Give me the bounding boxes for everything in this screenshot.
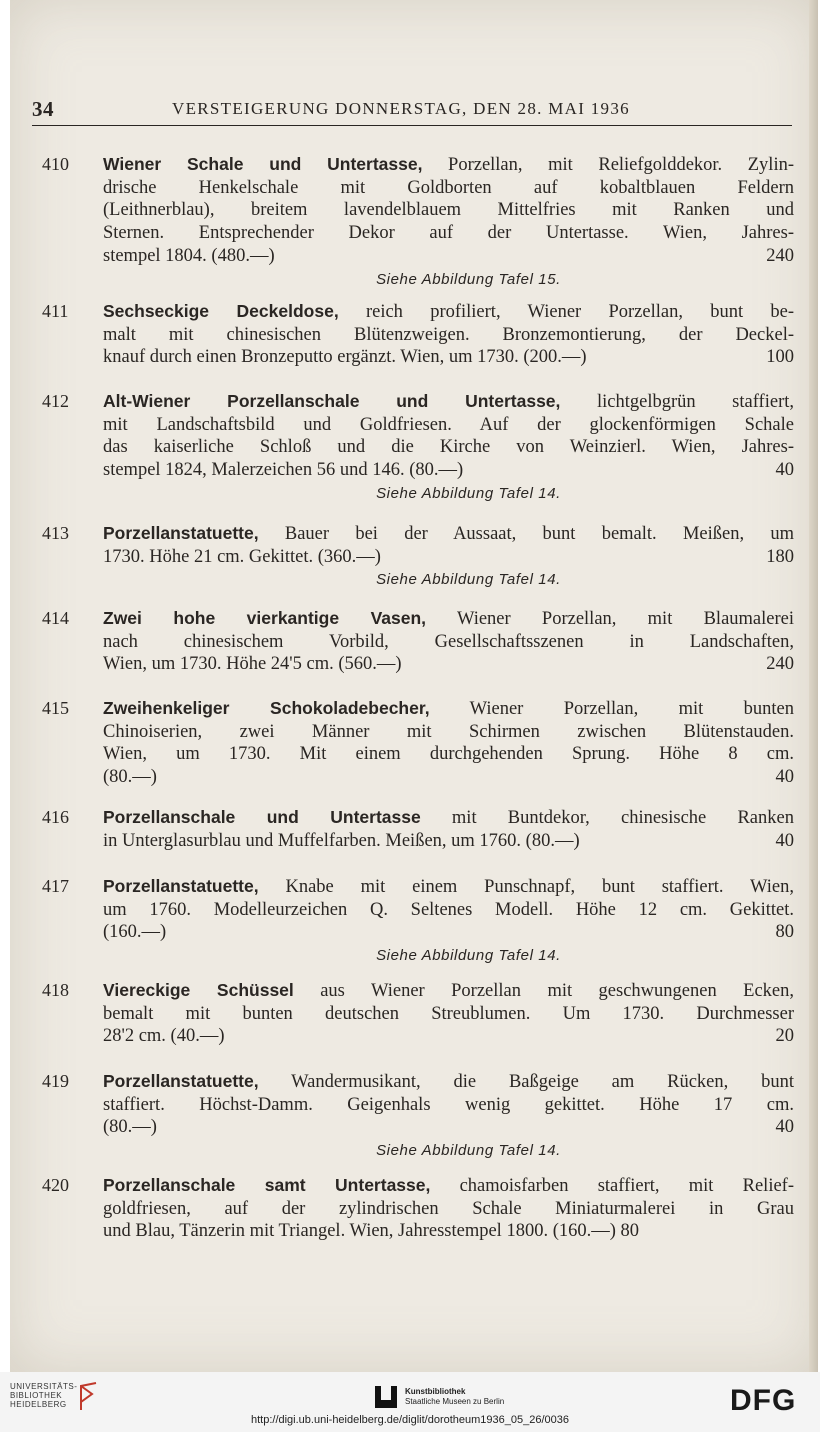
- lot-price: 40: [775, 830, 794, 851]
- lot-title: Porzellanstatuette,: [103, 1071, 259, 1091]
- lot-entry: [42, 153, 794, 291]
- lot-price: 80: [775, 922, 794, 943]
- lot-price: 240: [766, 245, 794, 266]
- kunstbibliothek-mark-icon: [375, 1386, 397, 1408]
- university-library-logo[interactable]: [10, 1382, 77, 1409]
- lot-description: Porzellanstatuette, Bauer bei der Aussaat, bunt bemalt. Meißen, um 1730. Höhe 21 cm. Gekittet. (360.—) 180 Siehe Abbildung Tafel 14.: [103, 522, 794, 591]
- lot-description: Porzellanstatuette, Wandermusikant, die Baßgeige am Rücken, bunt staffiert. Höchst-Damm. Geigenhals wenig gekittet. Höhe 17 cm. (80.—) 40 Siehe Abbildung Tafel 14.: [103, 1070, 794, 1162]
- lot-number: 411: [42, 301, 69, 321]
- permalink-url[interactable]: http://digi.ub.uni-heidelberg.de/diglit/dorotheum1936_05_26/0036: [250, 1414, 570, 1426]
- lot-number: 410: [42, 154, 69, 174]
- university-line-1: UNIVERSITÄTS-: [10, 1382, 78, 1391]
- lot-title: Alt-Wiener Porzellanschale und Untertasse,: [103, 391, 561, 411]
- running-title: VERSTEIGERUNG DONNERSTAG, DEN 28. MAI 1936: [172, 99, 630, 118]
- lot-number: 418: [42, 980, 69, 1000]
- lot-title: Zweihenkeliger Schokoladebecher,: [103, 698, 430, 718]
- lot-number: 420: [42, 1175, 69, 1195]
- lot-price: 100: [766, 347, 794, 368]
- lot-price: 180: [766, 546, 794, 567]
- lot-title: Porzellanstatuette,: [103, 523, 259, 543]
- plate-reference: Siehe Abbildung Tafel 14.: [376, 571, 561, 589]
- kunstbibliothek-name: Kunstbibliothek: [405, 1387, 466, 1396]
- plate-reference: Siehe Abbildung Tafel 14.: [376, 484, 561, 502]
- lot-entry: [42, 390, 794, 505]
- plate-reference: Siehe Abbildung Tafel 14.: [376, 947, 561, 965]
- plate-reference: Siehe Abbildung Tafel 15.: [376, 270, 561, 288]
- university-line-3: HEIDELBERG: [10, 1400, 67, 1409]
- viewer-footer: [0, 1372, 820, 1432]
- lot-description: Porzellanschale samt Untertasse, chamoisfarben staffiert, mit Relief- goldfriesen, auf der zylindrischen Schale Miniaturmalerei in Grau und Blau, Tänzerin mit Triangel. Wien, Jahresstempel 1800. (160.—) 80: [103, 1175, 794, 1242]
- lot-title: Wiener Schale und Untertasse,: [103, 154, 423, 174]
- scanned-page: [10, 0, 818, 1372]
- lot-title: Porzellanschale und Untertasse: [103, 807, 421, 827]
- page-header: [32, 95, 792, 126]
- lot-title: Viereckige Schüssel: [103, 980, 294, 1000]
- lot-price: 80: [620, 1221, 640, 1242]
- page-number: 34: [32, 97, 54, 121]
- lot-price: 40: [775, 460, 794, 481]
- lot-number: 419: [42, 1071, 69, 1091]
- lot-price: 20: [775, 1026, 794, 1047]
- lot-entry: [42, 607, 794, 676]
- lot-number: 413: [42, 523, 69, 543]
- university-line-2: BIBLIOTHEK: [10, 1391, 63, 1400]
- lot-price: 240: [766, 654, 794, 675]
- lot-entry: [42, 979, 794, 1048]
- page-edge: [809, 0, 818, 1372]
- lot-title: Zwei hohe vierkantige Vasen,: [103, 608, 427, 628]
- museen-name: Staatliche Museen zu Berlin: [405, 1397, 505, 1406]
- plate-reference: Siehe Abbildung Tafel 14.: [376, 1142, 561, 1160]
- lot-title: Sechseckige Deckeldose,: [103, 301, 339, 321]
- lot-entry: [42, 300, 794, 369]
- lot-description: Viereckige Schüssel aus Wiener Porzellan mit geschwungenen Ecken, bemalt mit bunten deutschen Streublumen. Um 1730. Durchmesser 28'2 cm. (40.—) 20: [103, 980, 795, 1047]
- lot-description: Zwei hohe vierkantige Vasen, Wiener Porzellan, mit Blaumalerei nach chinesischem Vorbild, Gesellschaftsszenen in Landschaften, Wien, um 1730. Höhe 24'5 cm. (560.—) 240: [103, 608, 794, 675]
- lot-entry: [42, 806, 794, 852]
- lot-entry: [42, 697, 794, 789]
- lot-number: 417: [42, 876, 69, 896]
- lot-description: Porzellanstatuette, Knabe mit einem Punschnapf, bunt staffiert. Wien, um 1760. Modelleurzeichen Q. Seltenes Modell. Höhe 12 cm. Gekittet. (160.—) 80 Siehe Abbildung Tafel 14.: [103, 875, 794, 967]
- kunstbibliothek-logo[interactable]: [375, 1386, 504, 1408]
- lot-description: Wiener Schale und Untertasse, Porzellan, mit Reliefgolddekor. Zylin- drische Henkelschale mit Goldborten auf kobaltblauen Feldern (Leithnerblau), breitem lavendelblauem Mittelfries mit Ranken und Sternen. Entsprechender Dekor auf der Untertasse. Wien, Jahres- stempel 1804. (480.—) 240 Siehe Abbildung Tafel 15.: [103, 153, 794, 291]
- lot-number: 412: [42, 391, 69, 411]
- lot-entry: [42, 1174, 794, 1243]
- lot-title: Porzellanschale samt Untertasse,: [103, 1175, 431, 1195]
- lot-price: 40: [775, 767, 794, 788]
- lot-number: 414: [42, 608, 69, 628]
- university-seal-icon: [78, 1380, 100, 1414]
- lot-entry: [42, 522, 794, 591]
- lot-title: Porzellanstatuette,: [103, 876, 259, 896]
- lot-entry: [42, 1070, 794, 1162]
- lot-entry: [42, 875, 794, 967]
- lot-number: 416: [42, 807, 69, 827]
- lot-price: 40: [775, 1117, 794, 1138]
- lot-description: Porzellanschale und Untertasse mit Buntdekor, chinesische Ranken in Unterglasurblau und Muffelfarben. Meißen, um 1760. (80.—) 40: [103, 807, 794, 851]
- lot-description: Alt-Wiener Porzellanschale und Untertasse, lichtgelbgrün staffiert, mit Landschaftsbild und Goldfriesen. Auf der glockenförmigen Schale das kaiserliche Schloß und die Kirche von Weinzierl. Wien, Jahres- stempel 1824, Malerzeichen 56 und 146. (80.—) 40 Siehe Abbildung Tafel 14.: [103, 390, 794, 505]
- lot-description: Zweihenkeliger Schokoladebecher, Wiener Porzellan, mit bunten Chinoiserien, zwei Männer mit Schirmen zwischen Blütenstauden. Wien, um 1730. Mit einem durchgehenden Sprung. Höhe 8 cm. (80.—) 40: [103, 698, 794, 788]
- lot-number: 415: [42, 698, 69, 718]
- dfg-logo[interactable]: DFG: [730, 1384, 797, 1417]
- lot-description: Sechseckige Deckeldose, reich profiliert, Wiener Porzellan, bunt be- malt mit chinesischen Blütenzweigen. Bronzemontierung, der Deckel- knauf durch einen Bronzeputto ergänzt. Wien, um 1730. (200.—) 100: [103, 301, 794, 368]
